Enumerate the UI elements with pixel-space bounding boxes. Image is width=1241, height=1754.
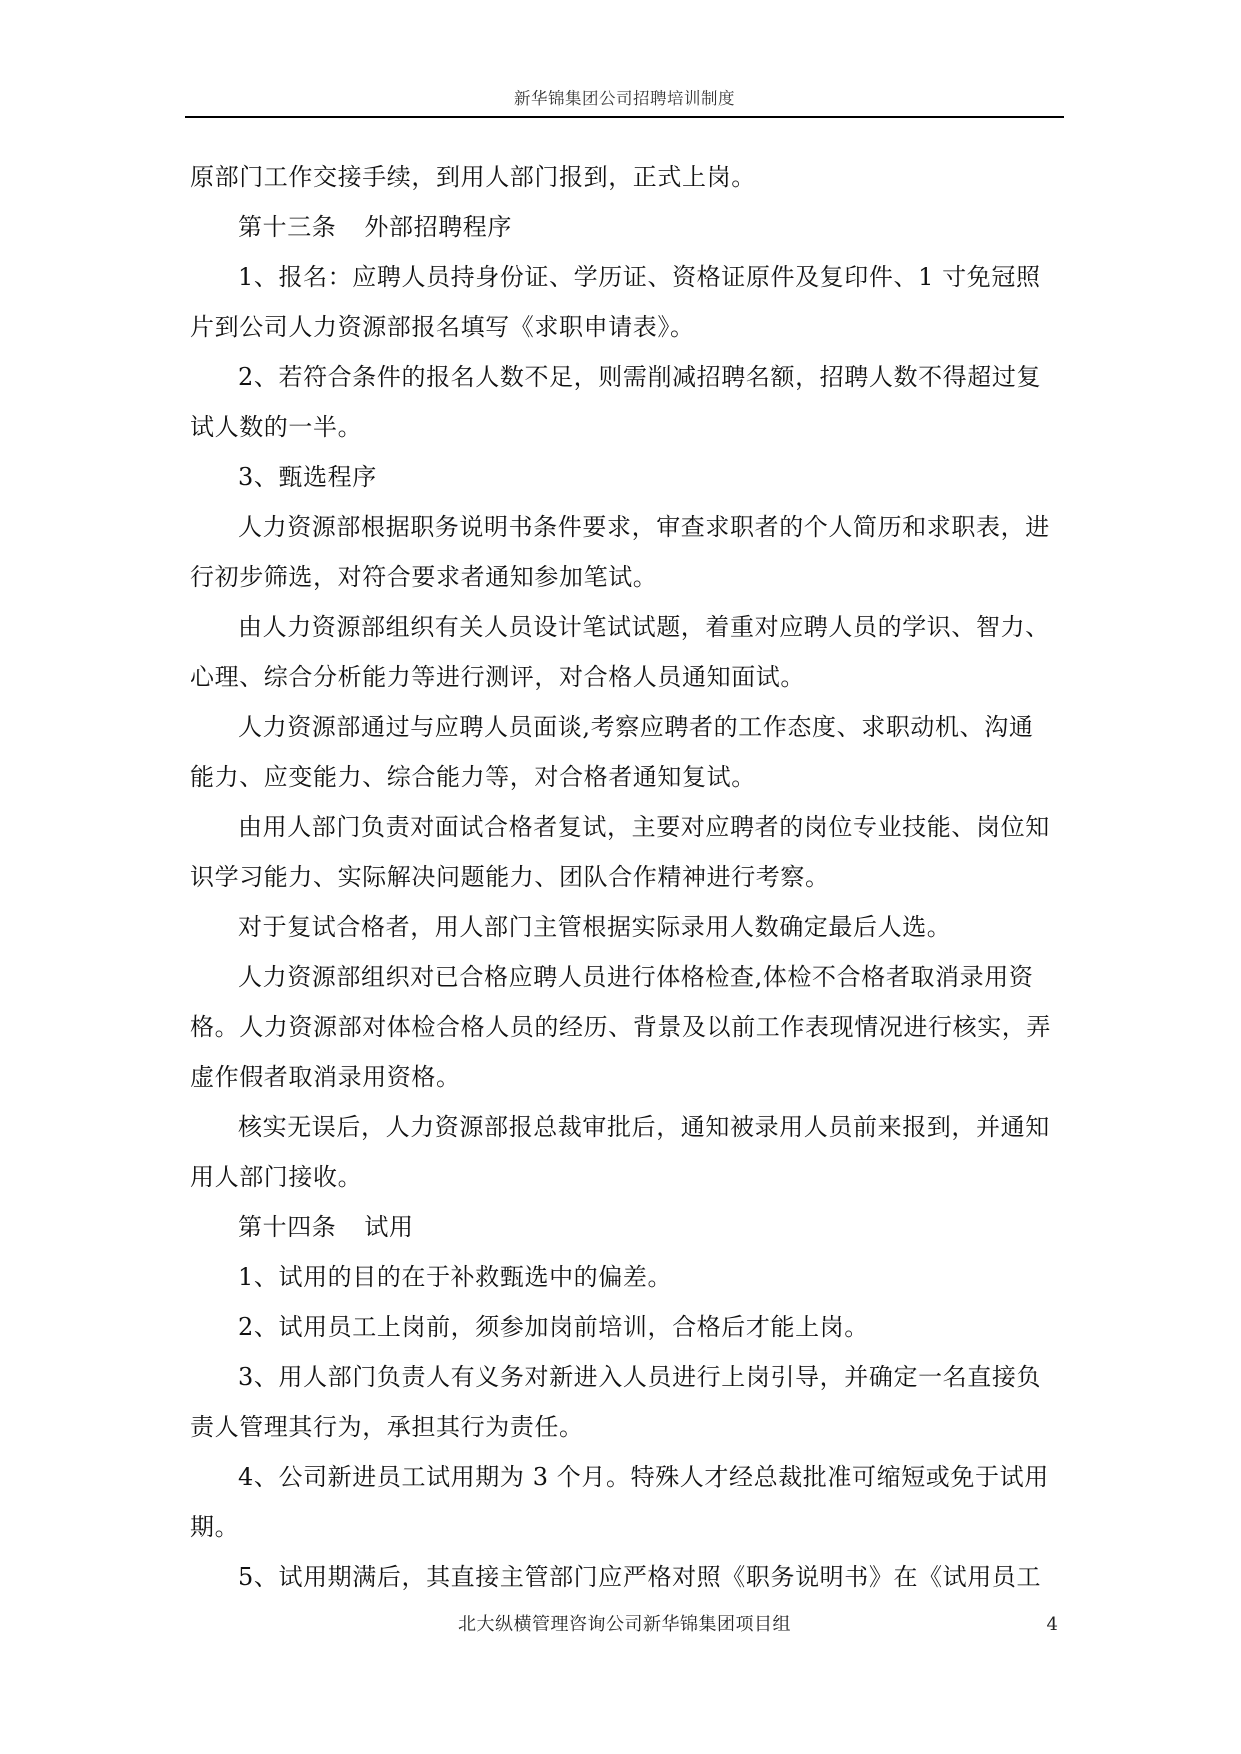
- footer-organization: 北大纵横管理咨询公司新华锦集团项目组: [458, 1614, 791, 1635]
- paragraph-line: 由用人部门负责对面试合格者复试，主要对应聘者的岗位专业技能、岗位知: [238, 813, 1050, 841]
- article-number: 第十三条: [238, 213, 337, 241]
- paragraph-line: 人力资源部通过与应聘人员面谈,考察应聘者的工作态度、求职动机、沟通: [238, 713, 1034, 741]
- paragraph-line: 2、若符合条件的报名人数不足，则需削减招聘名额，招聘人数不得超过复: [238, 363, 1042, 391]
- paragraph-line: 格。人力资源部对体检合格人员的经历、背景及以前工作表现情况进行核实，弄: [190, 1013, 1051, 1041]
- paragraph-line: 4、公司新进员工试用期为 3 个月。特殊人才经总裁批准可缩短或免于试用: [238, 1463, 1049, 1491]
- paragraph-line: 1、试用的目的在于补救甄选中的偏差。: [238, 1263, 673, 1291]
- paragraph-line: 对于复试合格者，用人部门主管根据实际录用人数确定最后人选。: [238, 913, 952, 941]
- paragraph-line: 3、甄选程序: [238, 463, 377, 491]
- paragraph-line: 人力资源部根据职务说明书条件要求，审查求职者的个人简历和求职表，进: [238, 513, 1050, 541]
- paragraph-line: 行初步筛选，对符合要求者通知参加笔试。: [190, 563, 658, 591]
- paragraph-line: 期。: [190, 1513, 240, 1541]
- paragraph-line: 试人数的一半。: [190, 413, 363, 441]
- paragraph-line: 由人力资源部组织有关人员设计笔试试题，着重对应聘人员的学识、智力、: [238, 613, 1050, 641]
- paragraph-line: 人力资源部组织对已合格应聘人员进行体格检查,体检不合格者取消录用资: [238, 963, 1034, 991]
- article-heading-13: [190, 202, 1062, 252]
- paragraph-line: 能力、应变能力、综合能力等，对合格者通知复试。: [190, 763, 756, 791]
- paragraph-line: 识学习能力、实际解决问题能力、团队合作精神进行考察。: [190, 863, 830, 891]
- paragraph-line: 2、试用员工上岗前，须参加岗前培训，合格后才能上岗。: [238, 1313, 869, 1341]
- paragraph-line: 核实无误后，人力资源部报总裁审批后，通知被录用人员前来报到，并通知: [238, 1113, 1050, 1141]
- paragraph-line: 用人部门接收。: [190, 1163, 363, 1191]
- paragraph-line: 虚作假者取消录用资格。: [190, 1063, 461, 1091]
- paragraph-line: 5、试用期满后，其直接主管部门应严格对照《职务说明书》在《试用员工: [238, 1563, 1042, 1591]
- page-footer: [185, 1610, 1064, 1640]
- page-header: [185, 84, 1064, 118]
- header-title: 新华锦集团公司招聘培训制度: [514, 89, 735, 108]
- paragraph-line: 原部门工作交接手续，到用人部门报到，正式上岗。: [190, 163, 756, 191]
- paragraph-line: 1、报名：应聘人员持身份证、学历证、资格证原件及复印件、1 寸免冠照: [238, 263, 1041, 291]
- page-number: 4: [1046, 1614, 1058, 1635]
- article-title: 试用: [364, 1213, 414, 1241]
- article-number: 第十四条: [238, 1213, 337, 1241]
- paragraph-line: 责人管理其行为，承担其行为责任。: [190, 1413, 584, 1441]
- article-heading-14: [190, 1202, 1062, 1252]
- article-title: 外部招聘程序: [364, 213, 513, 241]
- paragraph-line: 3、用人部门负责人有义务对新进入人员进行上岗引导，并确定一名直接负: [238, 1363, 1042, 1391]
- paragraph-line: 心理、综合分析能力等进行测评，对合格人员通知面试。: [190, 663, 805, 691]
- document-body: [190, 152, 1062, 1602]
- paragraph-line: 片到公司人力资源部报名填写《求职申请表》。: [190, 313, 695, 341]
